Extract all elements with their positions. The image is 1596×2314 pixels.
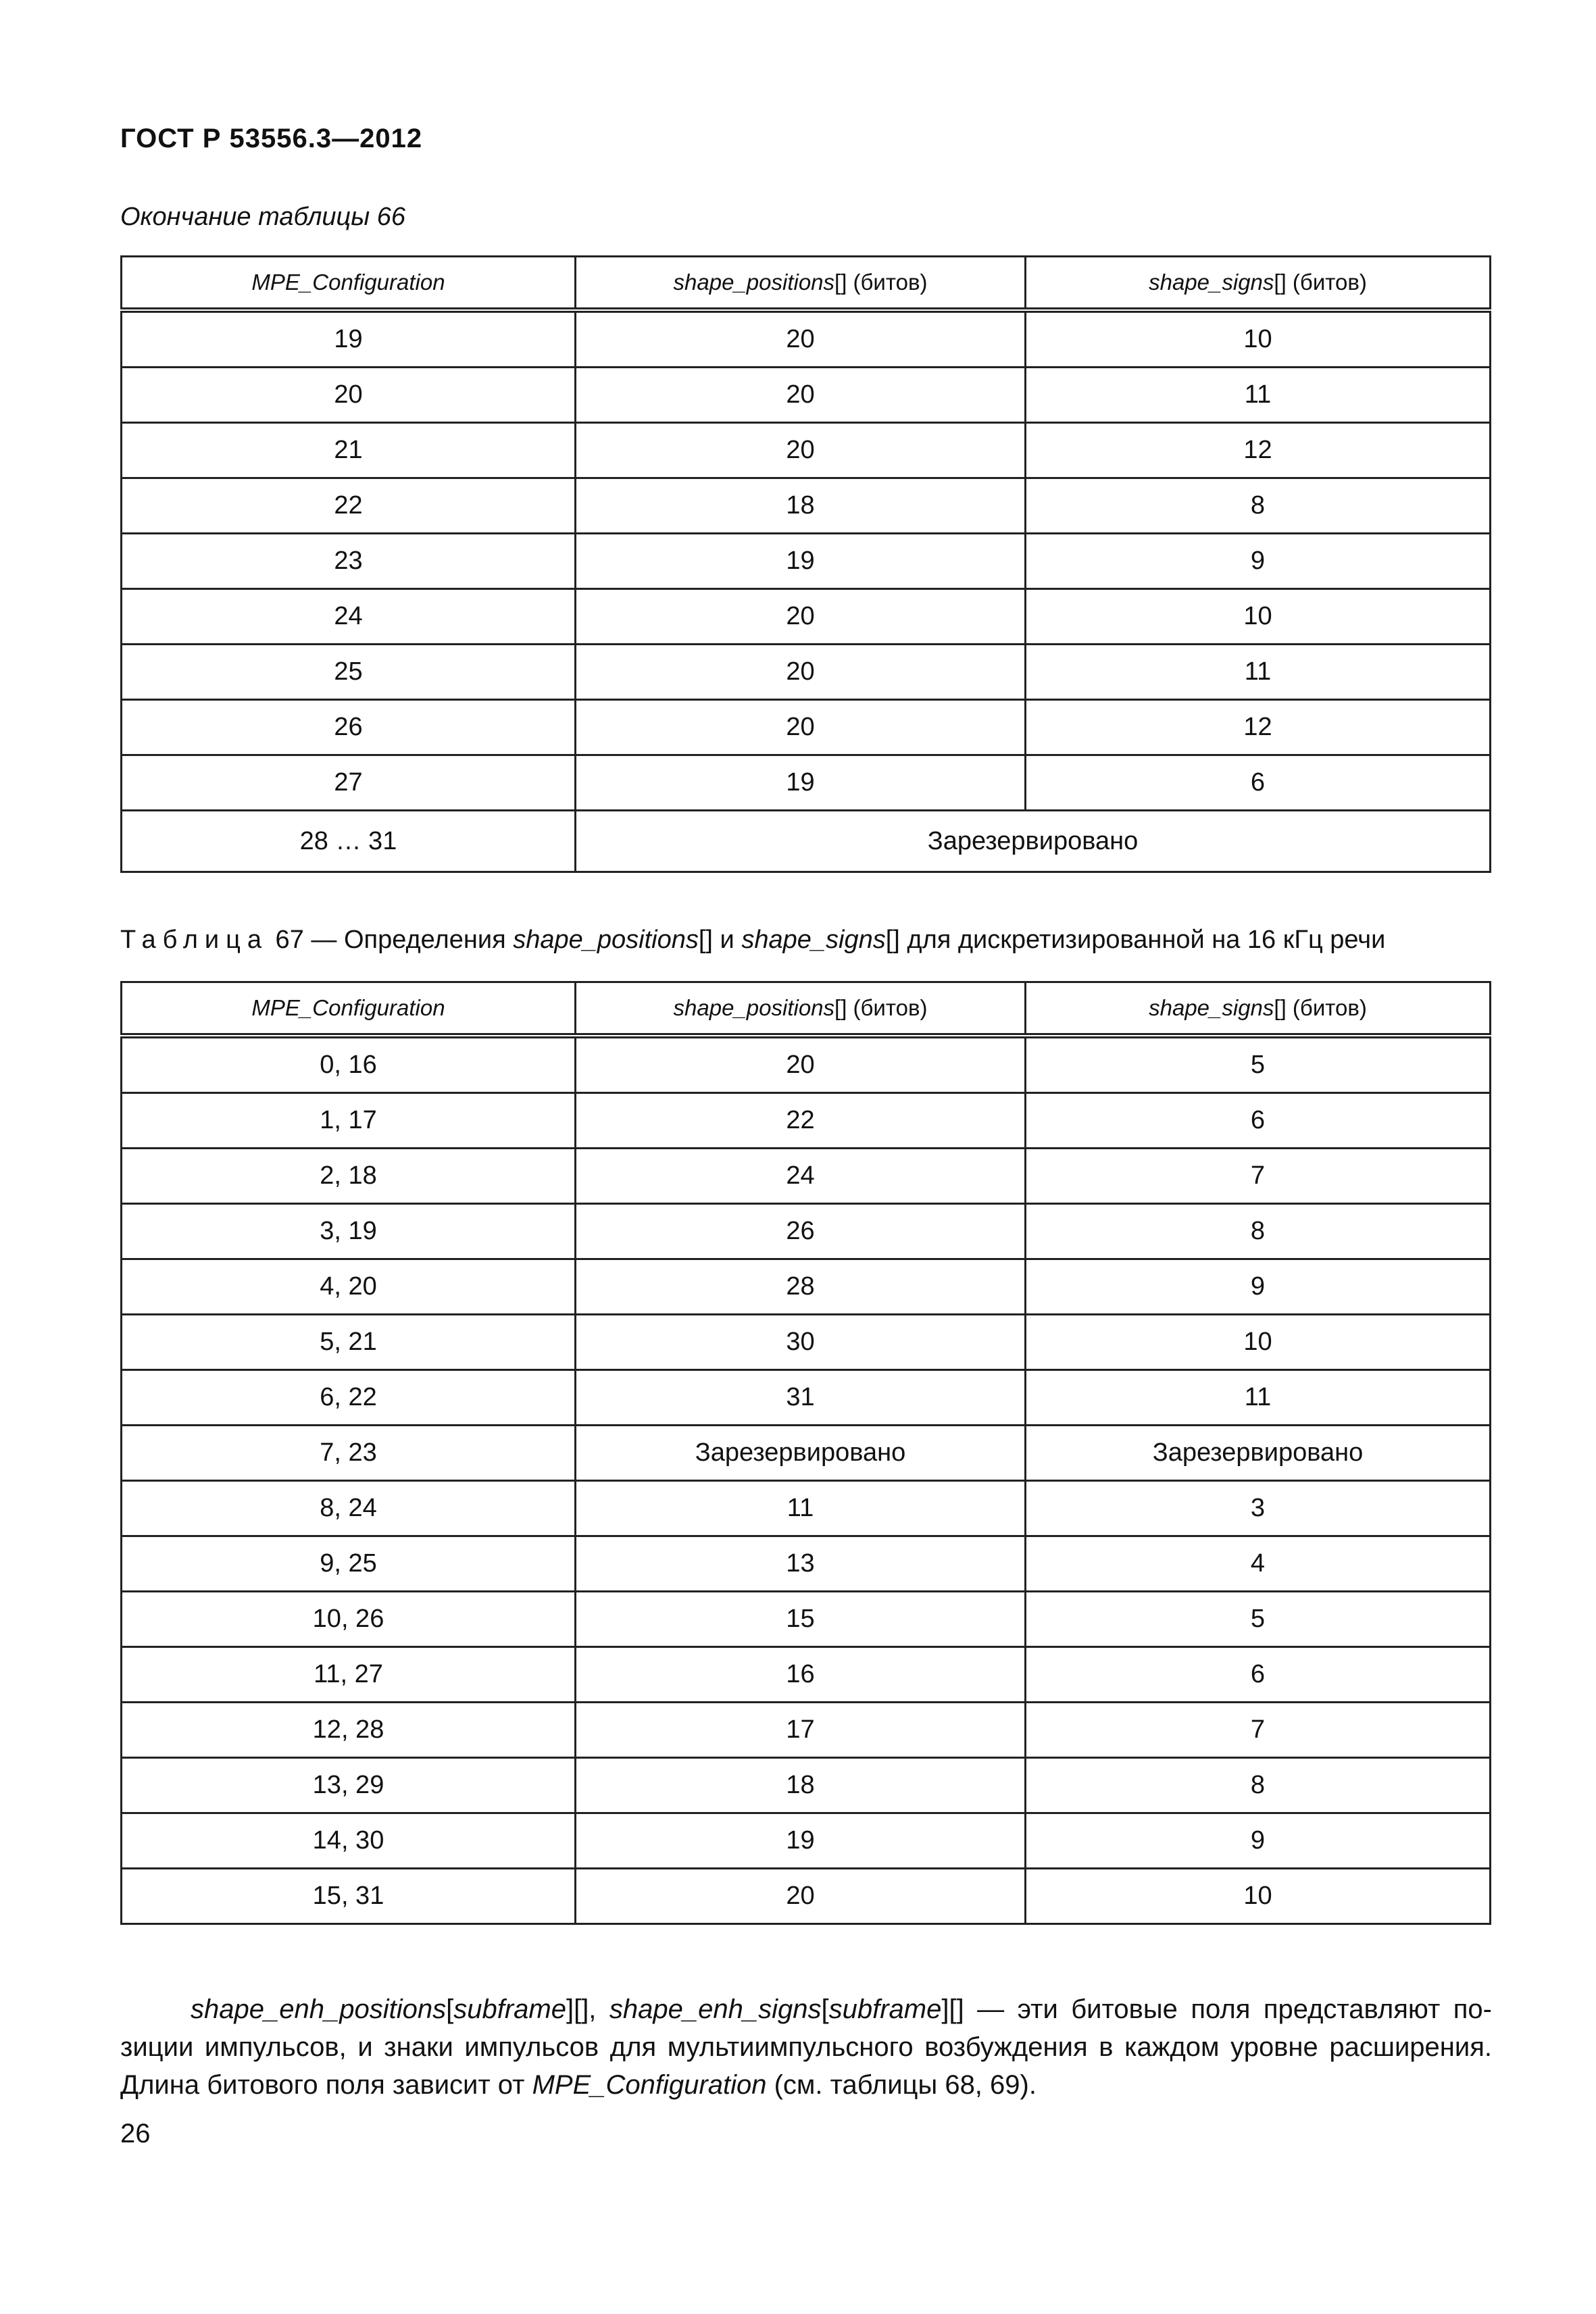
cell-signs: 5	[1026, 1592, 1491, 1647]
header-shape-signs: shape_signs[] (битов)	[1026, 982, 1491, 1036]
table-row	[122, 1315, 1491, 1370]
cell-config: 11, 27	[122, 1647, 576, 1703]
cell-signs: 12	[1026, 423, 1491, 478]
cell-positions: 19	[576, 534, 1026, 589]
table-row	[122, 700, 1491, 755]
cell-signs: 8	[1026, 1204, 1491, 1259]
cell-positions: 30	[576, 1315, 1026, 1370]
cell-positions: 13	[576, 1536, 1026, 1592]
cell-config: 6, 22	[122, 1370, 576, 1426]
cell-signs: 9	[1026, 1259, 1491, 1315]
cell-signs: 7	[1026, 1703, 1491, 1758]
cell-signs: 9	[1026, 1813, 1491, 1869]
table-row	[122, 1036, 1491, 1093]
cell-config: 24	[122, 589, 576, 645]
cell-positions: 17	[576, 1703, 1026, 1758]
cell-signs: 6	[1026, 755, 1491, 811]
cell-positions: 20	[576, 423, 1026, 478]
cell-reserved-merged: Зарезервировано	[576, 811, 1491, 872]
cell-signs: 6	[1026, 1093, 1491, 1149]
table-row	[122, 1259, 1491, 1315]
cell-config: 13, 29	[122, 1758, 576, 1813]
page-number: 26	[120, 2119, 151, 2148]
cell-config: 12, 28	[122, 1703, 576, 1758]
table-row	[122, 1536, 1491, 1592]
table-row	[122, 1370, 1491, 1426]
table-row	[122, 1869, 1491, 1924]
cell-signs: 5	[1026, 1036, 1491, 1093]
table-row-reserved	[122, 811, 1491, 872]
cell-signs: Зарезервировано	[1026, 1426, 1491, 1481]
cell-signs: 11	[1026, 1370, 1491, 1426]
header-shape-positions: shape_positions[] (битов)	[576, 257, 1026, 311]
cell-signs: 10	[1026, 589, 1491, 645]
table-row	[122, 755, 1491, 811]
cell-signs: 4	[1026, 1536, 1491, 1592]
cell-config: 15, 31	[122, 1869, 576, 1924]
table-row	[122, 1093, 1491, 1149]
cell-config: 27	[122, 755, 576, 811]
cell-positions: 19	[576, 755, 1026, 811]
table-row	[122, 1703, 1491, 1758]
cell-positions: 20	[576, 310, 1026, 368]
cell-positions: 16	[576, 1647, 1026, 1703]
cell-config: 0, 16	[122, 1036, 576, 1093]
cell-positions: 11	[576, 1481, 1026, 1536]
cell-config: 23	[122, 534, 576, 589]
cell-config: 28 … 31	[122, 811, 576, 872]
table-row	[122, 310, 1491, 368]
table-row	[122, 478, 1491, 534]
cell-signs: 12	[1026, 700, 1491, 755]
table-67	[120, 981, 1491, 1925]
table-row	[122, 423, 1491, 478]
cell-positions: 24	[576, 1149, 1026, 1204]
table-row	[122, 1758, 1491, 1813]
cell-positions: 31	[576, 1370, 1026, 1426]
cell-config: 5, 21	[122, 1315, 576, 1370]
cell-config: 14, 30	[122, 1813, 576, 1869]
cell-config: 20	[122, 368, 576, 423]
cell-config: 8, 24	[122, 1481, 576, 1536]
table-row	[122, 1592, 1491, 1647]
table-66-caption: Окончание таблицы 66	[120, 203, 406, 231]
table-header-row	[122, 982, 1491, 1036]
cell-config: 10, 26	[122, 1592, 576, 1647]
cell-signs: 7	[1026, 1149, 1491, 1204]
document-header: ГОСТ Р 53556.3—2012	[120, 124, 423, 153]
table-row	[122, 1647, 1491, 1703]
table-row	[122, 1204, 1491, 1259]
body-paragraph: shape_enh_positions[subframe][], shape_enh_signs[subframe][] — эти битовые поля представляют по-зиции импульсов, и знаки импульсов для мультиимпульсного возбуждения в каждом уровне расширения. Длина битового поля зависит от MPE_Configuration (см. таблицы 68, 69).	[120, 1994, 1492, 2100]
table-row	[122, 1481, 1491, 1536]
cell-positions: 18	[576, 1758, 1026, 1813]
cell-positions: Зарезервировано	[576, 1426, 1026, 1481]
cell-signs: 3	[1026, 1481, 1491, 1536]
cell-config: 25	[122, 645, 576, 700]
cell-positions: 20	[576, 700, 1026, 755]
cell-signs: 8	[1026, 1758, 1491, 1813]
cell-config: 3, 19	[122, 1204, 576, 1259]
table-row	[122, 368, 1491, 423]
cell-positions: 15	[576, 1592, 1026, 1647]
table-row	[122, 1149, 1491, 1204]
table-66	[120, 255, 1491, 873]
cell-signs: 9	[1026, 534, 1491, 589]
cell-signs: 6	[1026, 1647, 1491, 1703]
cell-positions: 20	[576, 1869, 1026, 1924]
cell-positions: 20	[576, 589, 1026, 645]
cell-config: 26	[122, 700, 576, 755]
cell-positions: 20	[576, 645, 1026, 700]
cell-config: 2, 18	[122, 1149, 576, 1204]
cell-config: 21	[122, 423, 576, 478]
header-mpe-configuration: MPE_Configuration	[122, 982, 576, 1036]
cell-signs: 10	[1026, 1315, 1491, 1370]
header-shape-signs: shape_signs[] (битов)	[1026, 257, 1491, 311]
table-header-row	[122, 257, 1491, 311]
cell-positions: 22	[576, 1093, 1026, 1149]
cell-positions: 26	[576, 1204, 1026, 1259]
table-row	[122, 589, 1491, 645]
cell-signs: 8	[1026, 478, 1491, 534]
cell-signs: 11	[1026, 368, 1491, 423]
cell-signs: 11	[1026, 645, 1491, 700]
cell-config: 4, 20	[122, 1259, 576, 1315]
table-row	[122, 1813, 1491, 1869]
cell-positions: 20	[576, 1036, 1026, 1093]
table-row	[122, 534, 1491, 589]
cell-config: 7, 23	[122, 1426, 576, 1481]
cell-config: 22	[122, 478, 576, 534]
header-mpe-configuration: MPE_Configuration	[122, 257, 576, 311]
table-67-caption: Таблица 67 — Определения shape_positions[] и shape_signs[] для дискретизированной на 16 кГц речи	[120, 926, 1386, 954]
cell-positions: 20	[576, 368, 1026, 423]
cell-config: 1, 17	[122, 1093, 576, 1149]
cell-positions: 18	[576, 478, 1026, 534]
cell-positions: 28	[576, 1259, 1026, 1315]
cell-signs: 10	[1026, 310, 1491, 368]
header-shape-positions: shape_positions[] (битов)	[576, 982, 1026, 1036]
cell-config: 9, 25	[122, 1536, 576, 1592]
cell-signs: 10	[1026, 1869, 1491, 1924]
cell-config: 19	[122, 310, 576, 368]
table-row	[122, 645, 1491, 700]
table-row	[122, 1426, 1491, 1481]
cell-positions: 19	[576, 1813, 1026, 1869]
